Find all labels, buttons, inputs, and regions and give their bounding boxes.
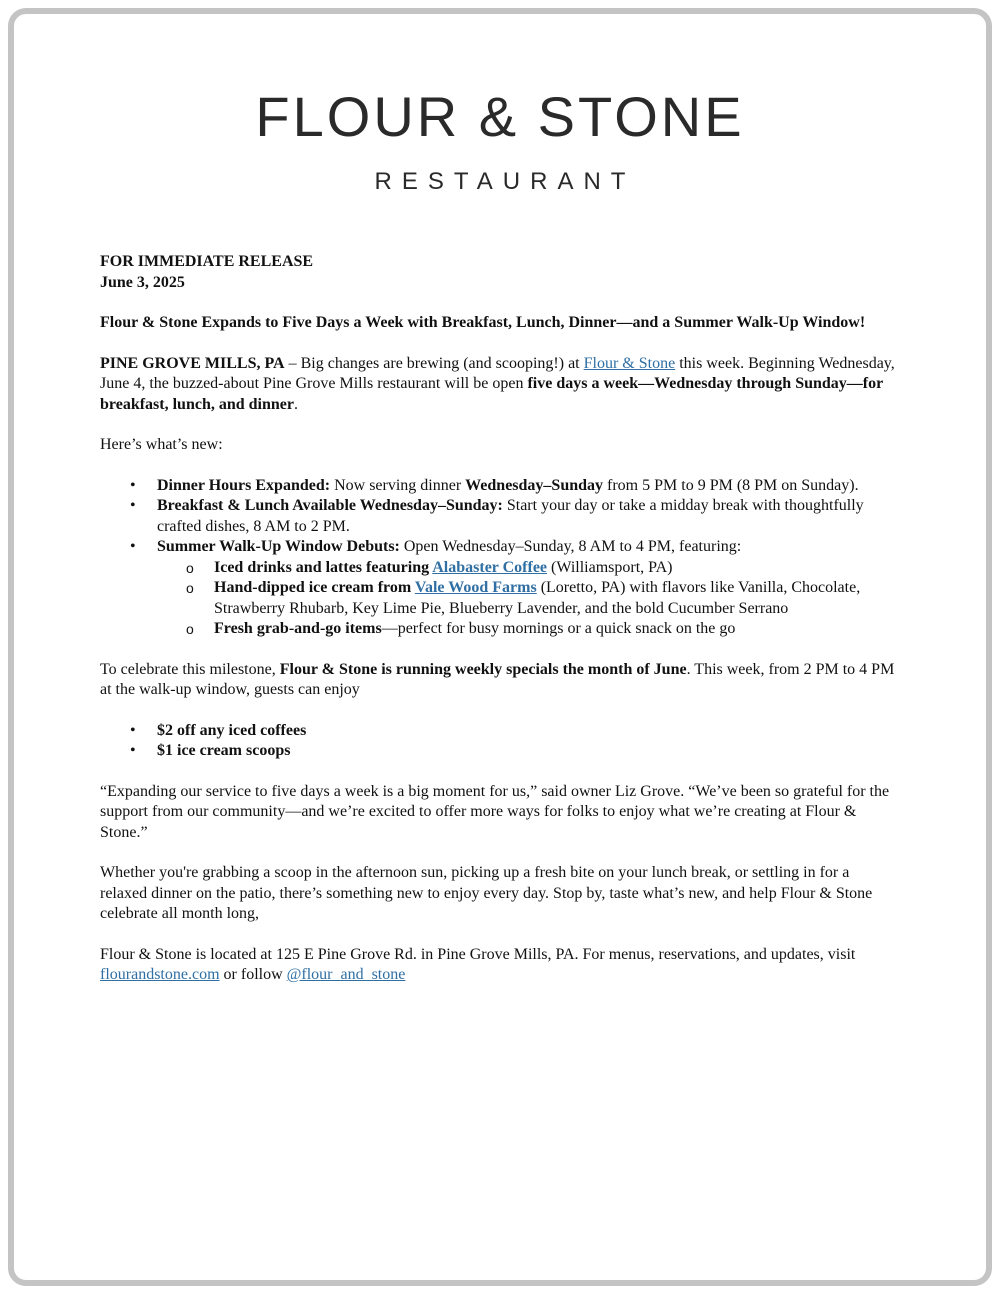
- list-item-dinner: • Dinner Hours Expanded: Now serving dinner Wednesday–Sunday from 5 PM to 9 PM (8 PM on Sunday).: [157, 476, 900, 497]
- quote-paragraph: “Expanding our service to five days a week is a big moment for us,” said owner Liz Grove. “We’ve been so grateful for the support from our community—and we’re excited to offer more ways for folks to enjoy what we’re creating at Flour & Stone.”: [100, 782, 890, 841]
- special-item: • $2 off any iced coffees: [157, 721, 900, 742]
- intro-paragraph: PINE GROVE MILLS, PA – Big changes are brewing (and scooping!) at Flour & Stone this week. Beginning Wednesday, June 4, the buzzed-about Pine Grove Mills restaurant will be open five days a week—Wednesday through Sunday—for breakfast, lunch, and dinner.: [100, 354, 895, 413]
- whats-new-label: Here’s what’s new:: [100, 436, 223, 453]
- social-handle-link[interactable]: @flour_and_stone: [286, 966, 406, 983]
- location-paragraph: Flour & Stone is located at 125 E Pine Grove Rd. in Pine Grove Mills, PA. For menus, reservations, and updates, visit flourandstone.com or follow @flour_and_stone: [100, 945, 856, 983]
- website-link[interactable]: flourandstone.com: [100, 966, 220, 983]
- walkup-sublist: [157, 558, 900, 640]
- closing-paragraph: Whether you're grabbing a scoop in the afternoon sun, picking up a fresh bite on your lunch break, or settling in for a relaxed dinner on the patio, there’s something new to enjoy every day. Stop by, taste what’s new, and help Flour & Stone celebrate all month long,: [100, 864, 873, 922]
- specials-list: [100, 721, 900, 762]
- flour-stone-link[interactable]: Flour & Stone: [583, 354, 676, 372]
- release-header: [100, 252, 900, 293]
- release-label: FOR IMMEDIATE RELEASE: [100, 253, 314, 270]
- vale-wood-farms-link[interactable]: Vale Wood Farms: [414, 579, 537, 596]
- release-date: June 3, 2025: [100, 273, 185, 291]
- celebrate-paragraph: To celebrate this milestone, Flour & Stone is running weekly specials the month of June. This week, from 2 PM to 4 PM at the walk-up window, guests can enjoy: [100, 660, 895, 698]
- logo: [0, 84, 1000, 196]
- press-release-body: [100, 252, 900, 1006]
- alabaster-coffee-link[interactable]: Alabaster Coffee: [432, 558, 548, 576]
- whats-new-list: [100, 476, 900, 640]
- list-item-breakfast: • Breakfast & Lunch Available Wednesday–Sunday: Start your day or take a midday break with thoughtfully crafted dishes, 8 AM to 2 PM.: [157, 496, 900, 537]
- sublist-item-ice-cream: o Hand-dipped ice cream from Vale Wood Farms (Loretto, PA) with flavors like Vanilla, Chocolate, Strawberry Rhubarb, Key Lime Pie, Blueberry Lavender, and the bold Cucumber Serrano: [214, 578, 900, 619]
- logo-subtitle: RESTAURANT: [374, 168, 636, 195]
- list-item-walkup: • Summer Walk-Up Window Debuts: Open Wednesday–Sunday, 8 AM to 4 PM, featuring: o Iced drinks and lattes featuring Alabaster Coffee (Williamsport, PA) o Hand-dipped ice cream from Vale Wood Farms (Loretto, PA) with flavors like Vanilla, Chocolate, Strawberry Rhubarb, Key Lime Pie, Blueberry Lavender, and the bold Cucumber Serrano o Fresh grab-and-go items—perfect for busy mornings or a quick snack on the go: [157, 537, 900, 640]
- dateline: PINE GROVE MILLS, PA: [100, 354, 285, 372]
- sublist-item-grab-and-go: o Fresh grab-and-go items—perfect for busy mornings or a quick snack on the go: [214, 619, 900, 640]
- logo-wordmark: FLOUR & STONE: [255, 85, 745, 148]
- headline: Flour & Stone Expands to Five Days a Week with Breakfast, Lunch, Dinner—and a Summer Walk-Up Window!: [100, 314, 866, 331]
- special-item: • $1 ice cream scoops: [157, 741, 900, 762]
- sublist-item-drinks: o Iced drinks and lattes featuring Alabaster Coffee (Williamsport, PA): [214, 558, 900, 579]
